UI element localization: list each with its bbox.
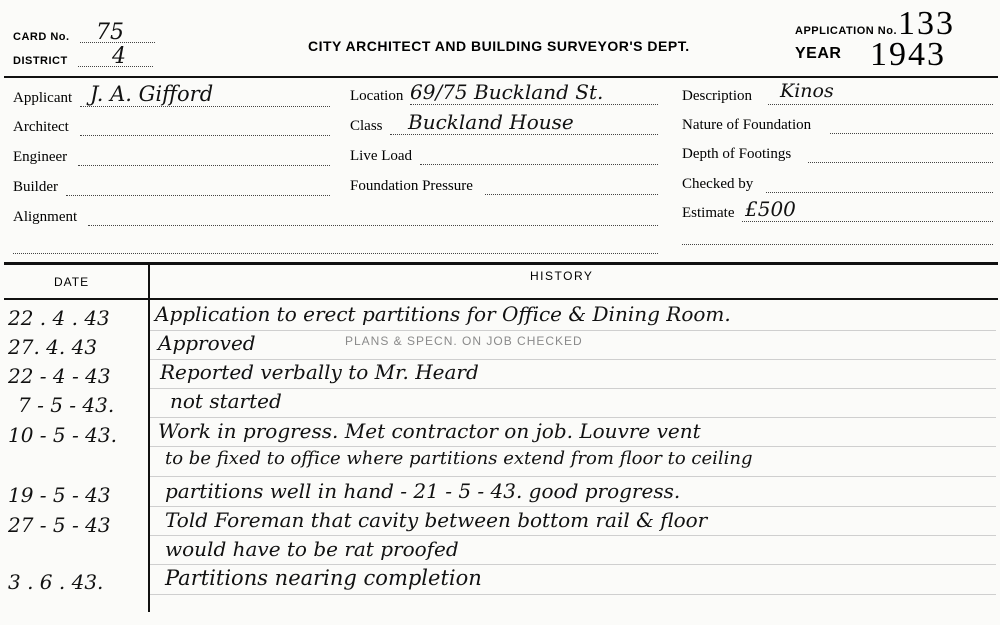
checked-by-line [766,192,993,193]
live-load-label: Live Load [350,148,413,164]
card-number-value: 75 [96,20,124,45]
row-history: Told Foreman that cavity between bottom rail & floor [165,508,708,532]
foundation-pressure-label: Foundation Pressure [350,178,473,194]
application-number-label: APPLICATION No. [795,25,898,37]
nature-of-foundation-line [830,133,993,134]
extra-line-right [682,244,993,245]
architect-line [80,135,330,136]
row-history: Approved [158,331,256,355]
row-date: 3 . 6 . 43. [8,570,104,594]
row-divider [150,330,996,331]
row-date: 27 - 5 - 43 [8,513,111,537]
row-divider [150,417,996,418]
description-label: Description [682,88,752,104]
row-history: would have to be rat proofed [165,537,459,561]
alignment-line [88,225,658,226]
estimate-label: Estimate [682,205,735,221]
application-number-value: 133 [898,5,955,42]
class-value: Buckland House [408,110,574,134]
checked-by-label: Checked by [682,176,754,192]
year-value: 1943 [870,36,946,73]
description-line [768,104,993,105]
row-date: 22 - 4 - 43 [8,364,111,388]
alignment-label: Alignment [13,209,78,225]
row-divider [150,446,996,447]
row-date: 27. 4. 43 [8,335,98,359]
row-history: to be fixed to office where partitions extend from floor to ceiling [165,448,753,469]
row-history: Partitions nearing completion [165,566,482,590]
row-date: 19 - 5 - 43 [8,483,111,507]
applicant-label: Applicant [13,90,73,106]
applicant-line [80,106,330,107]
builder-line [66,195,330,196]
district-label: DISTRICT [13,55,68,67]
department-title: CITY ARCHITECT AND BUILDING SURVEYOR'S DEPT. [308,38,690,54]
header-rule [4,76,998,78]
table-top-rule [4,262,998,265]
depth-of-footings-label: Depth of Footings [682,146,792,162]
row-divider [150,476,996,477]
table-header-rule [4,298,998,300]
row-date: 22 . 4 . 43 [8,306,110,330]
history-column-header: HISTORY [530,269,594,283]
row-history: partitions well in hand - 21 - 5 - 43. good progress. [165,479,681,503]
row-divider [150,594,996,595]
architect-label: Architect [13,119,69,135]
engineer-label: Engineer [13,149,68,165]
estimate-line [742,221,993,222]
date-column-header: DATE [54,275,90,289]
row-date: 10 - 5 - 43. [8,423,117,447]
builder-label: Builder [13,179,58,195]
applicant-value: J. A. Gifford [90,82,214,106]
description-value: Kinos [780,80,834,102]
row-date: 7 - 5 - 43. [18,393,115,417]
row-history: not started [170,389,282,413]
row-divider [150,506,996,507]
nature-of-foundation-label: Nature of Foundation [682,117,812,133]
row-history: Application to erect partitions for Office & Dining Room. [155,302,731,326]
row-divider [150,359,996,360]
engineer-line [78,165,330,166]
year-label: YEAR [795,45,842,62]
date-column-divider [148,262,150,612]
row-history: Reported verbally to Mr. Heard [160,360,479,384]
estimate-value: £500 [745,197,796,221]
foundation-pressure-line [485,194,658,195]
location-value: 69/75 Buckland St. [410,80,604,104]
live-load-line [420,164,658,165]
row-divider [150,535,996,536]
district-value: 4 [112,44,126,69]
plans-checked-stamp: PLANS & SPECN. ON JOB CHECKED [345,334,583,348]
card-number-label: CARD No. [13,31,70,43]
row-history: Work in progress. Met contractor on job. Louvre vent [158,419,701,443]
row-divider [150,564,996,565]
location-line [410,104,658,105]
extra-line-left [13,253,658,254]
location-label: Location [350,88,404,104]
class-label: Class [350,118,383,134]
depth-of-footings-line [808,162,993,163]
row-divider [150,388,996,389]
class-line [390,134,658,135]
